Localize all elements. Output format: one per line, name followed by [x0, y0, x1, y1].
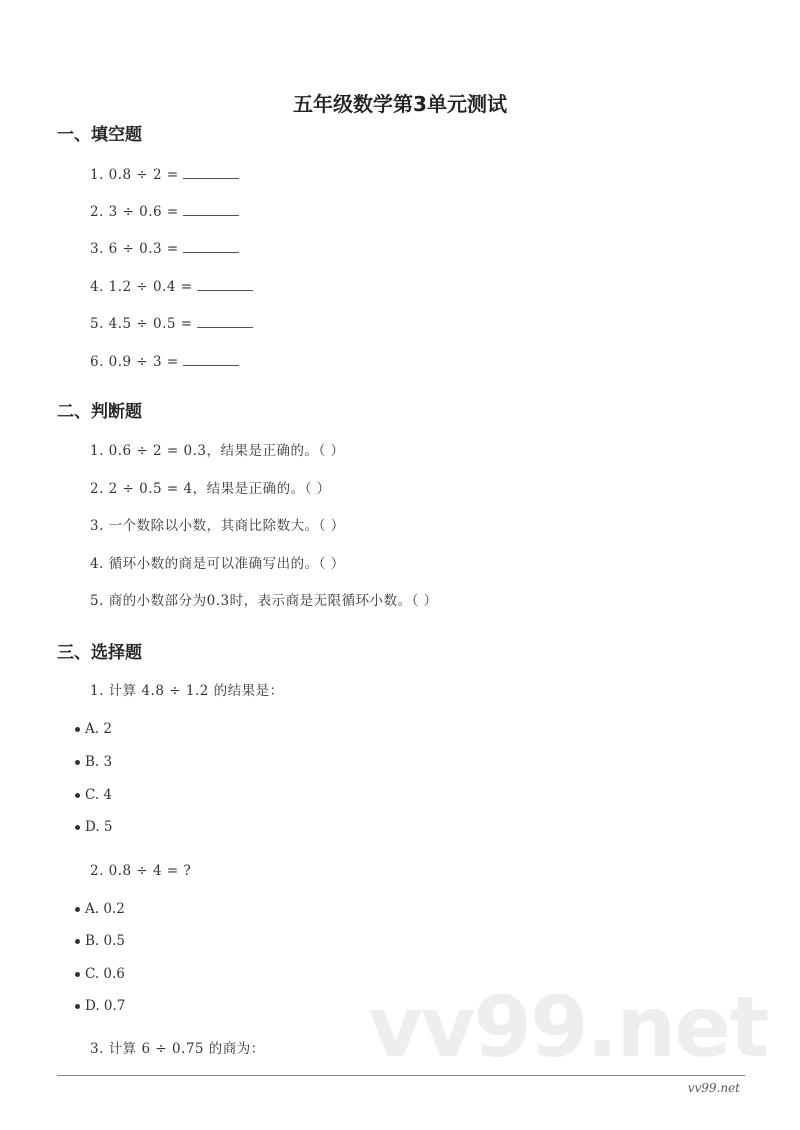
choice-option[interactable] [75, 996, 125, 1016]
bullet-icon [75, 825, 80, 830]
option-label: C. 4 [85, 787, 113, 803]
choice-option[interactable] [75, 785, 112, 805]
question-text: 1. 0.8 ÷ 2 = [90, 167, 179, 183]
footer-site-name: vv99.net [687, 1081, 740, 1095]
option-label: A. 0.2 [85, 901, 125, 917]
true-false-item: 2. 2 ÷ 0.5 = 4，结果是正确的。（ ） [90, 481, 331, 497]
true-false-item: 5. 商的小数部分为0.3时，表示商是无限循环小数。（ ） [90, 593, 438, 609]
answer-blank[interactable] [183, 166, 239, 179]
choice-option[interactable] [75, 719, 112, 739]
footer-divider [57, 1075, 745, 1076]
fill-blank-item [90, 202, 239, 222]
fill-blank-item [90, 314, 253, 334]
fill-blank-item [90, 239, 239, 259]
bullet-icon [75, 727, 80, 732]
question-text: 6. 0.9 ÷ 3 = [90, 354, 179, 370]
answer-blank[interactable] [183, 240, 239, 253]
true-false-item: 3. 一个数除以小数，其商比除数大。（ ） [90, 518, 345, 534]
section-heading-true-false: 二、判断题 [57, 402, 142, 422]
question-text: 3. 6 ÷ 0.3 = [90, 241, 179, 257]
option-label: B. 3 [85, 754, 113, 770]
choice-option[interactable] [75, 899, 125, 919]
choice-option[interactable] [75, 752, 112, 772]
choice-option[interactable] [75, 931, 125, 951]
bullet-icon [75, 907, 80, 912]
fill-blank-item [90, 352, 239, 372]
question-text: 5. 4.5 ÷ 0.5 = [90, 316, 193, 332]
bullet-icon [75, 972, 80, 977]
question-text: 4. 1.2 ÷ 0.4 = [90, 279, 193, 295]
answer-blank[interactable] [183, 353, 239, 366]
answer-blank[interactable] [197, 278, 253, 291]
bullet-icon [75, 939, 80, 944]
fill-blank-item [90, 277, 253, 297]
choice-option[interactable] [75, 964, 125, 984]
choice-question: 3. 计算 6 ÷ 0.75 的商为： [90, 1041, 265, 1057]
answer-blank[interactable] [197, 315, 253, 328]
question-text: 2. 3 ÷ 0.6 = [90, 204, 179, 220]
option-label: D. 5 [85, 819, 113, 835]
bullet-icon [75, 793, 80, 798]
answer-blank[interactable] [183, 203, 239, 216]
page-title: 五年级数学第3单元测试 [293, 92, 507, 116]
section-heading-multiple-choice: 三、选择题 [57, 643, 142, 663]
option-label: D. 0.7 [85, 998, 126, 1014]
choice-option[interactable] [75, 817, 113, 837]
bullet-icon [75, 760, 80, 765]
option-label: B. 0.5 [85, 933, 125, 949]
choice-question: 2. 0.8 ÷ 4 = ? [90, 863, 192, 879]
bullet-icon [75, 1004, 80, 1009]
true-false-item: 1. 0.6 ÷ 2 = 0.3，结果是正确的。（ ） [90, 443, 345, 459]
option-label: C. 0.6 [85, 966, 125, 982]
choice-question: 1. 计算 4.8 ÷ 1.2 的结果是： [90, 683, 284, 699]
section-heading-fill-blank: 一、填空题 [57, 125, 142, 145]
fill-blank-item [90, 165, 239, 185]
true-false-item: 4. 循环小数的商是可以准确写出的。（ ） [90, 556, 345, 572]
option-label: A. 2 [85, 721, 112, 737]
watermark: vv99.net [368, 978, 768, 1076]
